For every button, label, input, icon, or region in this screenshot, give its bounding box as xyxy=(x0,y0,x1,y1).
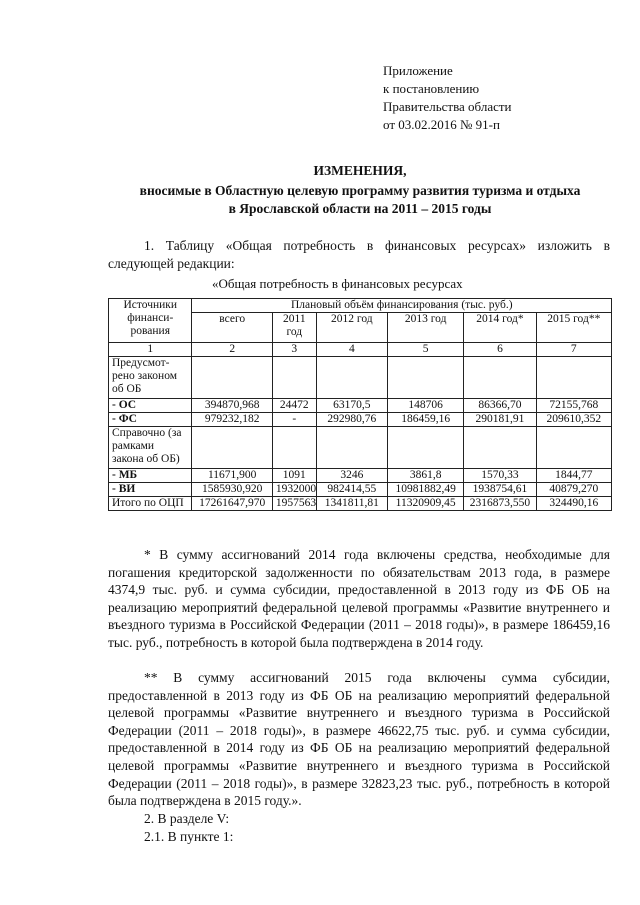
table-cell: 40879,270 xyxy=(536,483,611,497)
table-cell: 1570,33 xyxy=(464,469,536,483)
table-column-numbers-row xyxy=(109,343,612,357)
table-cell: 1341811,81 xyxy=(316,497,387,511)
row-label: - ОС xyxy=(109,399,192,413)
header-col-2013: 2013 год xyxy=(387,313,463,343)
col-number: 7 xyxy=(536,343,611,357)
table-cell: - xyxy=(272,413,316,427)
table-cell: 1091 xyxy=(272,469,316,483)
table-row xyxy=(109,413,612,427)
table-cell: 72155,768 xyxy=(536,399,611,413)
appendix-line-2: к постановлению xyxy=(383,81,480,96)
financing-table xyxy=(108,298,612,511)
header-col-2015: 2015 год** xyxy=(536,313,611,343)
table-cell: 324490,16 xyxy=(536,497,611,511)
table-cell: 17261647,970 xyxy=(192,497,272,511)
table-cell: 2316873,550 xyxy=(464,497,536,511)
table-cell: 394870,968 xyxy=(192,399,272,413)
table-cell: 11320909,45 xyxy=(387,497,463,511)
table-header-row xyxy=(109,299,612,313)
appendix-line-3: Правительства области xyxy=(383,99,512,114)
appendix-line-4: от 03.02.2016 № 91-п xyxy=(383,117,500,132)
table-cell: 3861,8 xyxy=(387,469,463,483)
table-cell: 1844,77 xyxy=(536,469,611,483)
table-cell: 982414,55 xyxy=(316,483,387,497)
col-number: 3 xyxy=(272,343,316,357)
table-cell: 290181,91 xyxy=(464,413,536,427)
table-row xyxy=(109,469,612,483)
footnote-1: * В сумму ассигнований 2014 года включены средства, необходимые для погашения кредиторской задолженности по обязательствам 2013 года, в размере 4374,9 тыс. руб. и сумма субсидии, предоставленной в 2013 году из ФБ ОБ на реализацию мероприятий федеральной целевой программы «Развитие внутреннего и въездного туризма в Российской Федерации (2011 – 2018 годы)», в размере 186459,16 тыс. руб., потребность в которой была подтверждена в 2014 году. xyxy=(108,547,610,650)
table-row xyxy=(109,483,612,497)
table-cell: 148706 xyxy=(387,399,463,413)
group-label-law: Предусмот-рено законом об ОБ xyxy=(109,357,192,399)
table-cell: 209610,352 xyxy=(536,413,611,427)
appendix-block xyxy=(383,62,512,134)
table-group-row xyxy=(109,357,612,399)
table-cell: 24472 xyxy=(272,399,316,413)
table-group-row xyxy=(109,427,612,469)
row-label: - ФС xyxy=(109,413,192,427)
header-plan: Плановый объём финансирования (тыс. руб.) xyxy=(192,299,612,313)
item-1-text: 1. Таблицу «Общая потребность в финансовых ресурсах» изложить в следующей редакции: xyxy=(108,238,610,271)
row-label: - МБ xyxy=(109,469,192,483)
table-row xyxy=(109,399,612,413)
col-number: 1 xyxy=(109,343,192,357)
col-number: 2 xyxy=(192,343,272,357)
table-cell: 979232,182 xyxy=(192,413,272,427)
table-cell: 1938754,61 xyxy=(464,483,536,497)
row-label: Итого по ОЦП xyxy=(109,497,192,511)
header-source: Источники финанси-рования xyxy=(109,299,192,343)
header-col-2011: 2011 год xyxy=(272,313,316,343)
table-total-row xyxy=(109,497,612,511)
table-cell: 1957563 xyxy=(272,497,316,511)
header-col-2012: 2012 год xyxy=(316,313,387,343)
footnote-2: ** В сумму ассигнований 2015 года включены сумма субсидии, предоставленной в 2013 году из ФБ ОБ на реализацию мероприятий федеральной целевой программы «Развитие внутреннего и въездного туризма в Российской Федерации (2011 – 2018 годы)», в размере 46622,75 тыс. руб. и сумма субсидии, предоставленной в 2014 году из ФБ ОБ на реализацию мероприятий федеральной целевой программы «Развитие внутреннего и въездного туризма в Российской Федерации (2011 – 2018 годы)», в размере 32823,23 тыс. руб., потребность в которой была подтверждена в 2015 году.». xyxy=(108,670,610,809)
row-label: - ВИ xyxy=(109,483,192,497)
doc-subtitle-line-2: в Ярославской области на 2011 – 2015 годы xyxy=(228,201,492,216)
appendix-line-1: Приложение xyxy=(383,63,453,78)
table-cell: 1585930,920 xyxy=(192,483,272,497)
table-cell: 292980,76 xyxy=(316,413,387,427)
table-cell: 10981882,49 xyxy=(387,483,463,497)
table-caption: «Общая потребность в финансовых ресурсах xyxy=(212,276,463,291)
header-col-2014: 2014 год* xyxy=(464,313,536,343)
doc-subtitle-line-1: вносимые в Областную целевую программу развития туризма и отдыха xyxy=(139,183,581,198)
header-col-total: всего xyxy=(192,313,272,343)
col-number: 4 xyxy=(316,343,387,357)
group-label-reference: Справочно (за рамками закона об ОБ) xyxy=(109,427,192,469)
table-cell: 186459,16 xyxy=(387,413,463,427)
table-cell: 86366,70 xyxy=(464,399,536,413)
table-cell: 1932000 xyxy=(272,483,316,497)
table-cell: 3246 xyxy=(316,469,387,483)
table-cell: 11671,900 xyxy=(192,469,272,483)
col-number: 6 xyxy=(464,343,536,357)
table-cell: 63170,5 xyxy=(316,399,387,413)
item-2-text: 2. В разделе V: xyxy=(144,811,230,826)
doc-heading: ИЗМЕНЕНИЯ, xyxy=(313,163,407,178)
item-2-1-text: 2.1. В пункте 1: xyxy=(144,829,234,844)
col-number: 5 xyxy=(387,343,463,357)
